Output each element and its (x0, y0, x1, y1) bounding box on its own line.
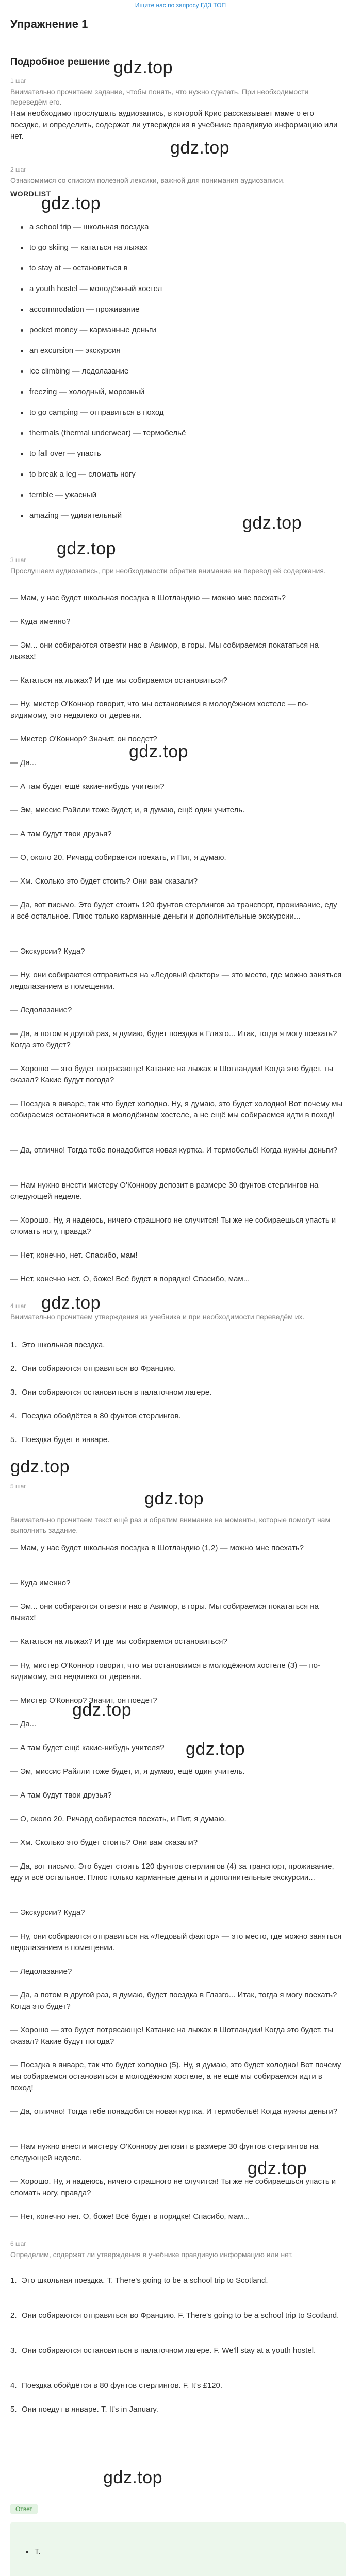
dialogue-line: — О, около 20. Ричард собирается поехать, и Пит, я думаю. (10, 853, 226, 862)
dialogue-line: — О, около 20. Ричард собирается поехать, и Пит, я думаю. (10, 1815, 226, 1823)
list-item: freezing — холодный, морозный (21, 387, 144, 396)
bullet-icon (21, 370, 23, 373)
bullet-icon (21, 515, 23, 517)
step-instruction: Внимательно прочитаем текст ещё раз и обратим внимание на моменты, которые помогут нам выполнить задание. (10, 1516, 331, 1534)
watermark: gdz.top (248, 2159, 307, 2178)
dialogue-line: — Куда именно? (10, 1579, 71, 1587)
dialogue-line: — Поездка в январе, так что будет холодно. Ну, я думаю, это будет холодно! Вот почему мы собираемся остановиться в молодёжном хостеле, а не ещё мы собираемся идти в поход! (10, 1099, 343, 1120)
dialogue-line: — Экскурсии? Куда? (10, 947, 85, 956)
dialogue-line: — Эм, миссис Райлли тоже будет, и, я думаю, ещё один учитель. (10, 1767, 245, 1776)
dialogue-line: — Мам, у нас будет школьная поездка в Шотландию — можно мне поехать? (10, 594, 286, 602)
dialogue-line: — Да... (10, 1720, 37, 1728)
list-item: 1. Это школьная поездка. (10, 1341, 105, 1349)
watermark: gdz.top (186, 1739, 245, 1759)
watermark: gdz.top (242, 513, 302, 533)
list-item: accommodation — проживание (21, 305, 139, 314)
dialogue-line: — Хорошо — это будет потрясающе! Катание на лыжах в Шотландии! Когда это будет, ты сказал? Какие будут погода? (10, 1064, 334, 1084)
bullet-icon (21, 494, 23, 497)
list-item: a school trip — школьная поездка (21, 223, 149, 231)
list-item: to go skiing — кататься на лыжах (21, 243, 148, 252)
wordlist-title: WORDLIST (10, 190, 51, 198)
list-item: 3. Они собираются остановиться в палаточном лагере. F. We'll stay at a youth hostel. (10, 2346, 316, 2355)
dialogue-line: — Эм, миссис Райлли тоже будет, и, я думаю, ещё один учитель. (10, 806, 245, 815)
dialogue-line: — Хм. Сколько это будет стоить? Они вам сказали? (10, 1838, 198, 1847)
watermark: gdz.top (103, 2468, 163, 2487)
exercise-heading: Упражнение 1 (10, 18, 88, 30)
step-label: 3 шаг (10, 556, 26, 564)
list-item: 1. Это школьная поездка. T. There's going to be a school trip to Scotland. (10, 2276, 268, 2285)
dialogue-line: — Поездка в январе, так что будет холодно (5). Ну, я думаю, это будет холодно! Вот почему мы собираемся остановиться в молодёжном хостеле, а не ещё мы собираемся идти в поход! (10, 2061, 341, 2092)
dialogue-line: — Нет, конечно нет. О, боже! Всё будет в порядке! Спасибо, мам... (10, 1275, 250, 1283)
dialogue-line: — Ну, мистер О'Коннор говорит, что мы остановимся в молодёжном хостеле (3) — по-видимому, это недалеко от деревни. (10, 1661, 320, 1681)
dialogue-line: — Да... (10, 758, 37, 767)
step-paragraph: Нам необходимо прослушать аудиозапись, в которой Крис рассказывает маме о его поездке, и определить, содержат ли утверждения в учебнике правдивую информацию или нет. (10, 109, 338, 141)
bullet-icon (26, 2551, 28, 2553)
dialogue-line: — А там будут твои друзья? (10, 829, 112, 838)
watermark: gdz.top (72, 1700, 132, 1720)
dialogue-line: — Да, а потом в другой раз, я думаю, будет поездка в Глазго... Итак, тогда я могу поехать? Когда это будет? (10, 1029, 337, 1049)
list-item: to go camping — отправиться в поход (21, 408, 164, 417)
dialogue-line: — А там будет ещё какие-нибудь учителя? (10, 1743, 165, 1752)
dialogue-line: — Мистер О'Коннор? Значит, он поедет? (10, 735, 157, 743)
step-instruction: Внимательно прочитаем задание, чтобы понять, что нужно сделать. При необходимости переведём его. (10, 88, 309, 106)
dialogue-line: — Ледолазание? (10, 1006, 72, 1014)
dialogue-line: — Нет, конечно нет. О, боже! Всё будет в порядке! Спасибо, мам... (10, 2212, 250, 2221)
list-item: thermals (thermal underwear) — термобельё (21, 429, 186, 437)
dialogue-line: — Да, а потом в другой раз, я думаю, будет поездка в Глазго... Итак, тогда я могу поехать? Когда это будет? (10, 1991, 337, 2011)
dialogue-line: — Да, вот письмо. Это будет стоить 120 фунтов стерлингов (4) за транспорт, проживание, еду и всё остальное. Плюс только карманные деньги и дополнительные экскурсии... (10, 1862, 334, 1882)
bullet-icon (21, 350, 23, 352)
bullet-icon (21, 247, 23, 249)
bullet-icon (21, 453, 23, 455)
dialogue-line: — Хм. Сколько это будет стоить? Они вам сказали? (10, 877, 198, 886)
step-label: 1 шаг (10, 77, 26, 84)
solution-heading: Подробное решение (10, 57, 110, 67)
step-label: 2 шаг (10, 166, 26, 173)
dialogue-line: — Ледолазание? (10, 1967, 72, 1976)
dialogue-line: — Мистер О'Коннор? Значит, он поедет? (10, 1696, 157, 1705)
dialogue-line: — Кататься на лыжах? И где мы собираемся остановиться? (10, 676, 227, 685)
dialogue-line: — Куда именно? (10, 617, 71, 626)
watermark: gdz.top (10, 1457, 70, 1477)
dialogue-line: — Эм... они собираются отвезти нас в Авимор, в горы. Мы собираемся покататься на лыжах! (10, 641, 319, 661)
bullet-icon (21, 288, 23, 291)
bullet-icon (21, 473, 23, 476)
dialogue-line: — Хорошо. Ну, я надеюсь, ничего страшного не случится! Ты же не собираешься упасть и сломать ногу, правда? (10, 1216, 336, 1236)
dialogue-line: — Хорошо — это будет потрясающе! Катание на лыжах в Шотландии! Когда это будет, ты сказал? Какие будут погода? (10, 2026, 334, 2046)
dialogue-line: — Экскурсии? Куда? (10, 1908, 85, 1917)
step-instruction: Внимательно прочитаем утверждения из учебника и при необходимости переведём их. (10, 1313, 305, 1321)
step-instruction: Ознакомимся со списком полезной лексики, важной для понимания аудиозаписи. (10, 176, 285, 184)
list-item: 2. Они собираются отправиться во Францию. (10, 1364, 176, 1373)
list-item: 4. Поездка обойдётся в 80 фунтов стерлингов. F. It's £120. (10, 2381, 223, 2390)
bullet-icon (21, 391, 23, 394)
list-item: an excursion — экскурсия (21, 346, 121, 355)
answer-badge: Ответ (10, 2504, 38, 2514)
dialogue-line: — Нет, конечно, нет. Спасибо, мам! (10, 1251, 138, 1260)
step-instruction: Определим, содержат ли утверждения в учебнике правдивую информацию или нет. (10, 2250, 293, 2259)
watermark: gdz.top (170, 138, 230, 158)
step-label: 6 шаг (10, 2240, 26, 2247)
answer-box (10, 2522, 346, 2576)
bullet-icon (21, 226, 23, 229)
step-label: 5 шаг (10, 1483, 26, 1490)
top-banner (0, 0, 361, 10)
top-banner-link[interactable]: Ищите нас по запросу ГДЗ ТОП (135, 2, 226, 9)
watermark: gdz.top (113, 58, 173, 77)
list-item: amazing — удивительный (21, 511, 122, 520)
dialogue-line: — Хорошо. Ну, я надеюсь, ничего страшного не случится! Ты же не собираешься упасть и сломать ногу, правда? (10, 2177, 336, 2197)
bullet-icon (21, 267, 23, 270)
answer-item: T. (26, 2547, 41, 2556)
bullet-icon (21, 329, 23, 332)
list-item: pocket money — карманные деньги (21, 326, 156, 334)
dialogue-line: — Нам нужно внести мистеру О'Коннору депозит в размере 30 фунтов стерлингов на следующей неделе. (10, 2142, 319, 2162)
list-item: ice climbing — ледолазание (21, 367, 128, 376)
watermark: gdz.top (144, 1489, 204, 1509)
dialogue-line: — Эм... они собираются отвезти нас в Авимор, в горы. Мы собираемся покататься на лыжах! (10, 1602, 319, 1622)
dialogue-line: — Да, отлично! Тогда тебе понадобится новая куртка. И термобельё! Когда нужны деньги? (10, 1146, 338, 1155)
dialogue-line: — Ну, они собираются отправиться на «Ледовый фактор» — это место, где можно заняться ледолазанием в помещении. (10, 1932, 342, 1952)
bullet-icon (21, 309, 23, 311)
dialogue-line: — А там будет ещё какие-нибудь учителя? (10, 782, 165, 791)
dialogue-line: — Да, отлично! Тогда тебе понадобится новая куртка. И термобельё! Когда нужны деньги? (10, 2107, 338, 2116)
list-item: to fall over — упасть (21, 449, 101, 458)
step-label: 4 шаг (10, 1302, 26, 1310)
dialogue-line: — Кататься на лыжах? И где мы собираемся остановиться? (10, 1637, 227, 1646)
watermark: gdz.top (57, 539, 117, 558)
dialogue-line: — Нам нужно внести мистеру О'Коннору депозит в размере 30 фунтов стерлингов на следующей неделе. (10, 1181, 319, 1201)
list-item: 4. Поездка обойдётся в 80 фунтов стерлингов. (10, 1412, 181, 1420)
list-item: 2. Они собираются отправиться во Францию. F. There's going to be a school trip to Scotland. (10, 2311, 339, 2320)
watermark: gdz.top (41, 194, 101, 213)
bullet-icon (21, 432, 23, 435)
watermark: gdz.top (41, 1293, 101, 1313)
dialogue-line: — А там будут твои друзья? (10, 1791, 112, 1800)
list-item: 5. Поездка будет в январе. (10, 1435, 110, 1444)
dialogue-line: — Ну, они собираются отправиться на «Ледовый фактор» — это место, где можно заняться ледолазанием в помещении. (10, 971, 342, 991)
list-item: 3. Они собираются остановиться в палаточном лагере. (10, 1388, 212, 1397)
step-instruction: Прослушаем аудиозапись, при необходимости обратив внимание на перевод её содержания. (10, 567, 326, 575)
dialogue-line: — Да, вот письмо. Это будет стоить 120 фунтов стерлингов за транспорт, проживание, еду и всё остальное. Плюс только карманные деньги и дополнительные экскурсии... (10, 901, 337, 921)
watermark: gdz.top (129, 742, 189, 761)
list-item: to break a leg — сломать ногу (21, 470, 136, 479)
list-item: to stay at — остановиться в (21, 264, 128, 273)
list-item: 5. Они поедут в январе. T. It's in January. (10, 2405, 158, 2414)
list-item: terrible — ужасный (21, 490, 96, 499)
dialogue-line: — Мам, у нас будет школьная поездка в Шотландию (1,2) — можно мне поехать? (10, 1544, 304, 1552)
list-item: a youth hostel — молодёжный хостел (21, 284, 162, 293)
dialogue-line: — Ну, мистер О'Коннор говорит, что мы остановимся в молодёжном хостеле — по-видимому, это недалеко от деревни. (10, 700, 309, 720)
bullet-icon (21, 412, 23, 414)
